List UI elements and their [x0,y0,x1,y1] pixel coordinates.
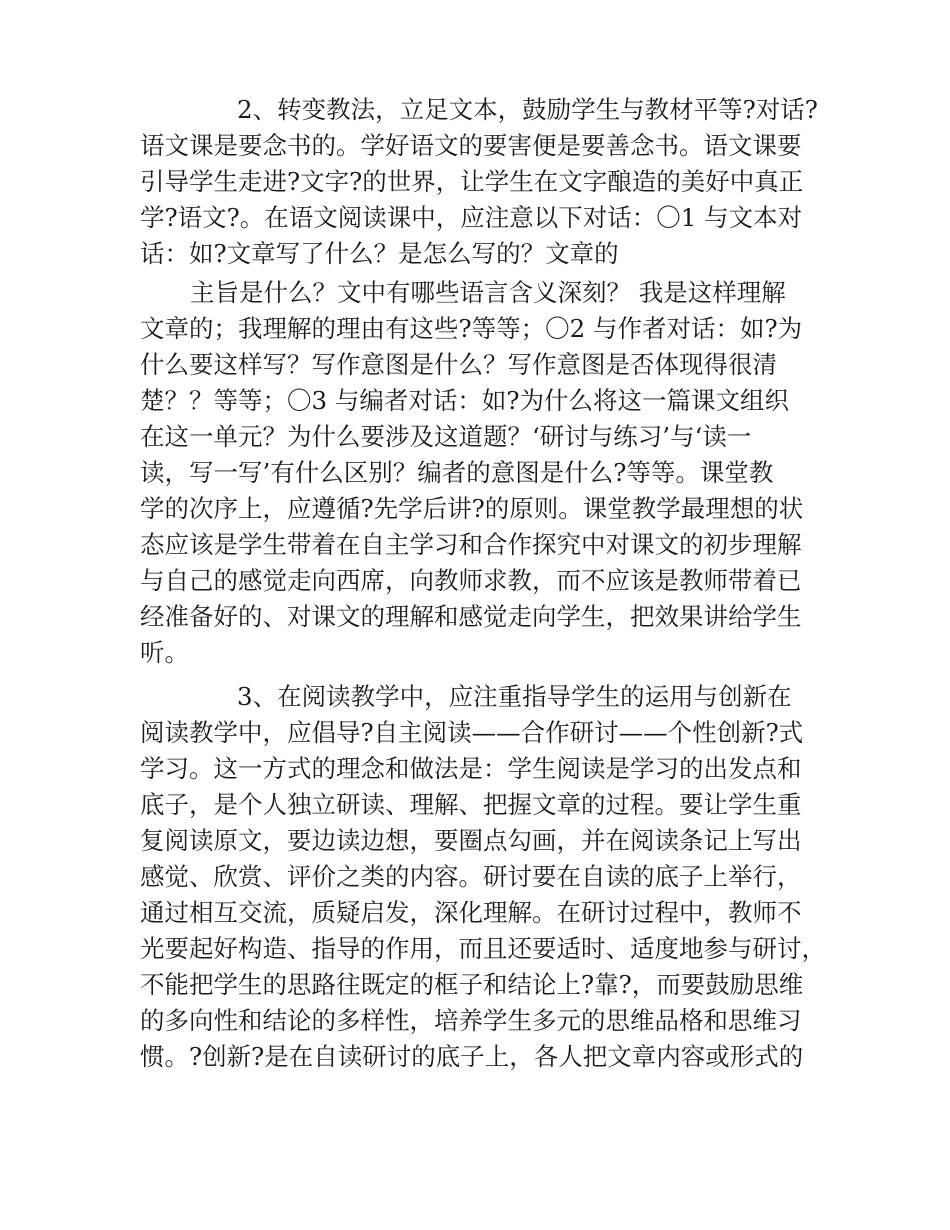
text-line: 话：如?文章写了什么？是怎么写的？文章的 [140,239,619,268]
text-line: 感觉、欣赏、评价之类的内容。研讨要在自读的底子上举行， [140,862,802,891]
text-line: 学?语文?。在语文阅读课中，应注意以下对话：〇1 与文本对 [140,203,803,232]
text-line: 楚？？等等；〇3 与编者对话：如?为什么将这一篇课文组织 [140,386,790,415]
text-line: 2、转变教法，立足文本，鼓励学生与教材平等?对话? [237,95,818,124]
text-line: 文章的；我理解的理由有这些?等等；〇2 与作者对话：如?为 [140,314,803,343]
text-line: 引导学生走进?文字?的世界，让学生在文字酿造的美好中真正 [140,167,804,196]
text-line: 听。 [140,638,189,667]
text-line: 语文课是要念书的。学好语文的要害便是要善念书。语文课要 [140,131,802,160]
text-line: 光要起好构造、指导的作用，而且还要适时、适度地参与研讨， [140,934,826,963]
text-line: 什么要这样写？写作意图是什么？写作意图是否体现得很清 [140,350,777,379]
text-line: 经准备好的、对课文的理解和感觉走向学生，把效果讲给学生 [140,602,802,631]
text-line: 的多向性和结论的多样性，培养学生多元的思维品格和思维习 [140,1006,802,1035]
text-line: 惯。?创新?是在自读研讨的底子上，各人把文章内容或形式的 [140,1042,804,1071]
text-line: 学的次序上，应遵循?先学后讲?的原则。课堂教学最理想的状 [140,494,804,523]
text-line: 不能把学生的思路往既定的框子和结论上?靠?，而要鼓励思维 [140,970,804,999]
text-line: 阅读教学中，应倡导?自主阅读——合作研讨——个性创新?式 [140,718,804,747]
text-line: 底子，是个人独立研读、理解、把握文章的过程。要让学生重 [140,790,802,819]
text-line: 通过相互交流，质疑启发，深化理解。在研讨过程中，教师不 [140,898,802,927]
text-line: 主旨是什么？文中有哪些语言含义深刻？ 我是这样理解 [190,278,786,307]
text-line: 学习。这一方式的理念和做法是：学生阅读是学习的出发点和 [140,754,802,783]
text-line: 态应该是学生带着在自主学习和合作探究中对课文的初步理解 [140,530,802,559]
text-line: 与自己的感觉走向西席，向教师求教，而不应该是教师带着已 [140,566,802,595]
text-line: 在这一单元？为什么要涉及这道题？‘研讨与练习’与‘读一 [140,422,752,451]
text-line: 复阅读原文，要边读边想，要圈点勾画，并在阅读条记上写出 [140,826,802,855]
text-line: 读，写一写’有什么区别？编者的意图是什么?等等。课堂教 [140,458,774,487]
text-line: 3、在阅读教学中，应注重指导学生的运用与创新在 [237,682,792,711]
